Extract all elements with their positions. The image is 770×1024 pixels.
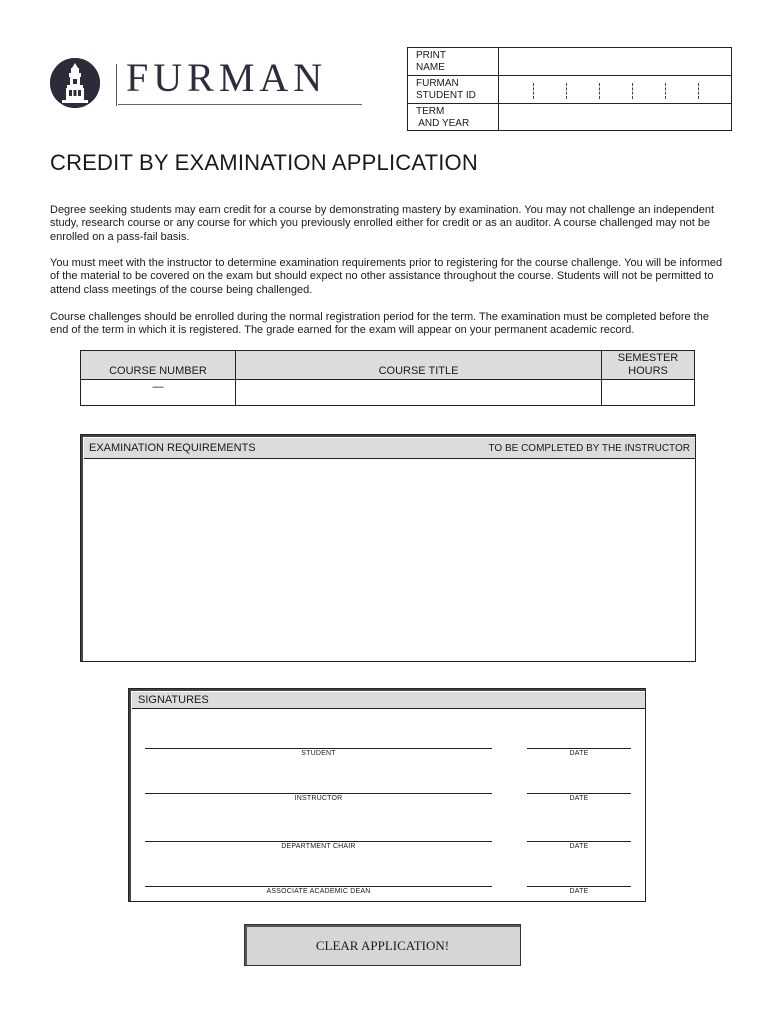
semester-hours-field[interactable] (602, 380, 694, 405)
course-title-header (236, 351, 602, 379)
department-chair-date-label: DATE (569, 843, 589, 850)
intro-paragraph-2: You must meet with the instructor to determine examination requirements prior to registering for the course challenge. You will be informed of the material to be covered on the exam but should expect no other assistance throughout the course. Students will not be permitted to attend class meetings of the course being challenged. (50, 257, 723, 296)
instructor-note: TO BE COMPLETED BY THE INSTRUCTOR (488, 443, 690, 454)
logo-underline (118, 104, 362, 105)
print-name-row (408, 48, 731, 76)
semester-hours-header (602, 351, 694, 379)
associate-dean-signature-line[interactable] (145, 886, 492, 887)
digit-separator (599, 83, 600, 99)
course-table-header (81, 351, 694, 380)
logo-divider (116, 64, 117, 106)
department-chair-signature-line[interactable] (145, 841, 492, 842)
print-name-field[interactable] (499, 48, 731, 75)
course-title-field[interactable] (236, 380, 602, 405)
student-date-line[interactable] (527, 748, 631, 749)
digit-separator (533, 83, 534, 99)
examination-requirements-box (80, 434, 696, 662)
student-signature-line[interactable] (145, 748, 492, 749)
semester-hours-header-label: SEMESTER HOURS (617, 352, 679, 377)
intro-paragraph-3: Course challenges should be enrolled during the normal registration period for the term. The examination must be completed before the end of the term in which it is registered. The grade earned for the exam will appear on your permanent academic record. (50, 311, 709, 337)
student-id-row (408, 76, 731, 104)
instructor-signature-label: INSTRUCTOR (294, 795, 343, 802)
signatures-label: SIGNATURES (132, 692, 645, 709)
examination-requirements-field[interactable] (84, 459, 695, 661)
term-year-field[interactable] (499, 104, 731, 130)
course-number-header-label: COURSE NUMBER (109, 365, 207, 377)
digit-separator (698, 83, 699, 99)
department-chair-date-line[interactable] (527, 841, 631, 842)
examination-requirements-header (84, 438, 695, 459)
student-id-label: FURMAN STUDENT ID (408, 76, 499, 103)
course-number-field[interactable] (81, 380, 236, 405)
clear-application-button[interactable]: CLEAR APPLICATION! (244, 924, 521, 966)
course-number-header (81, 351, 236, 379)
department-chair-signature-label: DEPARTMENT CHAIR (281, 843, 356, 850)
digit-separator (665, 83, 666, 99)
associate-dean-date-label: DATE (569, 888, 589, 895)
page-title: CREDIT BY EXAMINATION APPLICATION (50, 150, 478, 175)
furman-wordmark: FURMAN (126, 55, 328, 100)
course-table (80, 350, 695, 406)
instructor-date-label: DATE (569, 795, 589, 802)
student-info-table (407, 47, 732, 131)
signatures-box (128, 688, 646, 902)
student-date-label: DATE (569, 750, 589, 757)
print-name-label: PRINT NAME (408, 48, 499, 75)
associate-dean-signature-label: ASSOCIATE ACADEMIC DEAN (266, 888, 371, 895)
term-year-row (408, 104, 731, 130)
associate-dean-date-line[interactable] (527, 886, 631, 887)
instructor-date-line[interactable] (527, 793, 631, 794)
instructor-signature-line[interactable] (145, 793, 492, 794)
intro-paragraph-1: Degree seeking students may earn credit for a course by demonstrating mastery by examination. You may not challenge an independent study, research course or any course for which you previously enrolled either for credit or as an auditor. A course challenged may not be enrolled on a pass-fail basis. (50, 204, 715, 243)
course-number-value: — (152, 381, 164, 393)
student-id-field[interactable] (499, 76, 731, 103)
digit-separator (566, 83, 567, 99)
term-year-label: TERM AND YEAR (408, 104, 499, 130)
examination-requirements-label: EXAMINATION REQUIREMENTS (89, 442, 256, 454)
digit-separator (632, 83, 633, 99)
course-title-header-label: COURSE TITLE (378, 365, 459, 377)
student-signature-label: STUDENT (301, 750, 336, 757)
furman-bell-tower-icon (50, 58, 100, 108)
